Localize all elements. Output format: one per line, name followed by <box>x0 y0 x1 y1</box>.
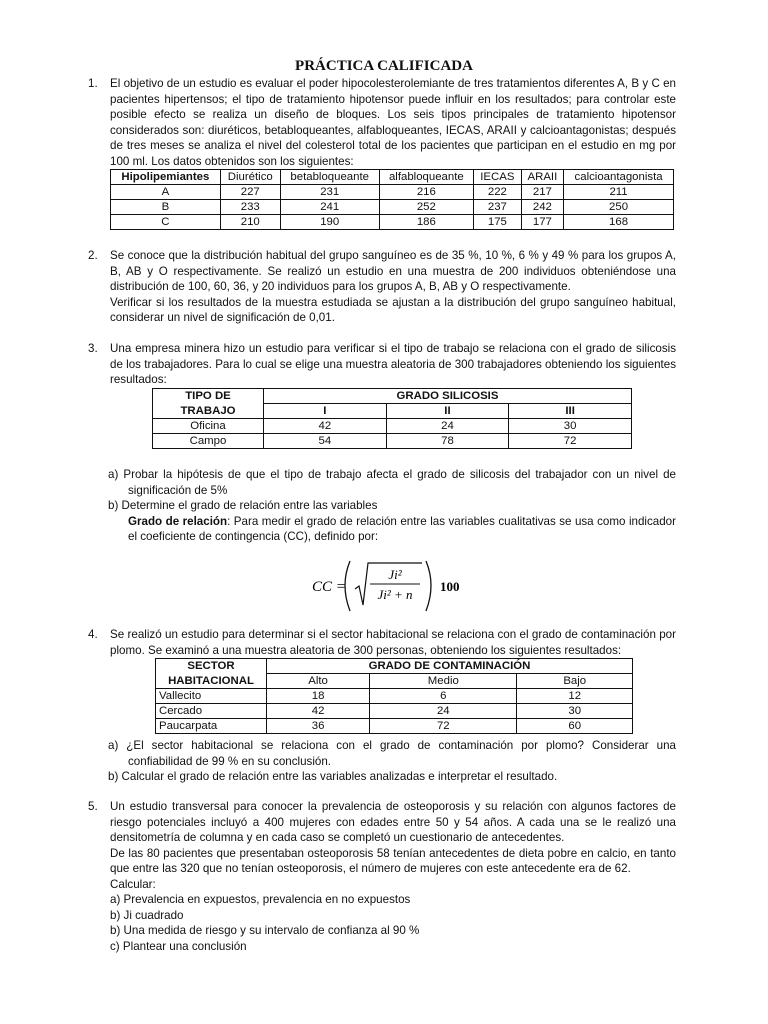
group-header: GRADO DE CONTAMINACIÓN <box>267 659 633 674</box>
table-cell: 242 <box>521 200 563 215</box>
table-cell: 168 <box>564 215 674 230</box>
table-cell: 72 <box>370 719 517 734</box>
table-cell: 241 <box>280 200 379 215</box>
table-cell: 190 <box>280 215 379 230</box>
formula-denominator: Ji² + n <box>377 587 413 602</box>
question-3-subitems <box>108 467 676 545</box>
column-header: Alto <box>267 674 370 689</box>
question-3 <box>90 341 676 388</box>
table-cell: 227 <box>220 185 280 200</box>
question-text: Se realizó un estudio para determinar si el sector habitacional se relaciona con el grado de contaminación por plomo. Se examinó a una muestra aleatoria de 300 personas, obteniendo los siguientes resultados: <box>110 628 676 657</box>
subitem-a: a) ¿El sector habitacional se relaciona con el grado de contaminación por plomo? Considerar una confiabilidad de 99 % en su conclusión. <box>108 739 676 768</box>
table-cell: 72 <box>509 434 632 449</box>
table-cell: 186 <box>379 215 473 230</box>
table-cell: 24 <box>370 704 517 719</box>
table-cell: 222 <box>474 185 522 200</box>
formula-lhs: CC = <box>312 579 346 595</box>
question-1 <box>90 76 676 169</box>
table-cell: 60 <box>517 719 633 734</box>
contingency-formula <box>312 553 462 617</box>
question-data: De las 80 pacientes que presentaban osteoporosis 58 tenían antecedentes de dieta pobre en calcio, en tanto que entre las 320 que no tenían osteoporosis, el número de mujeres con este antecedente era de 62. <box>110 846 676 875</box>
table-cell: 237 <box>474 200 522 215</box>
table-cell: 210 <box>220 215 280 230</box>
table-silicosis <box>152 388 632 449</box>
table-cell: 250 <box>564 200 674 215</box>
table-header: IECAS <box>474 170 522 185</box>
column-header: II <box>386 404 509 419</box>
row-header: SECTOR <box>156 659 267 674</box>
calc-label: Calcular: <box>110 877 156 891</box>
table-header: betabloqueante <box>280 170 379 185</box>
table-cell: Paucarpata <box>156 719 267 734</box>
table-cell: 42 <box>264 419 387 434</box>
question-4-subitems <box>108 738 676 785</box>
column-header: Bajo <box>517 674 633 689</box>
formula-multiplier: 100 <box>440 579 460 594</box>
table-row <box>111 200 674 215</box>
row-header: HABITACIONAL <box>156 674 267 689</box>
table-cell: 30 <box>509 419 632 434</box>
right-paren <box>426 561 431 611</box>
question-5 <box>90 799 676 954</box>
question-number: 2. <box>88 249 98 262</box>
table-cell: 252 <box>379 200 473 215</box>
row-header: TRABAJO <box>153 404 264 419</box>
question-4 <box>90 627 676 658</box>
table-cell: C <box>111 215 221 230</box>
table-cell: 233 <box>220 200 280 215</box>
definition-text: : Para medir el grado de relación entre las variables cualitativas se usa como indicador el coeficiente de contingencia (CC), definido por: <box>128 514 676 543</box>
question-text: Un estudio transversal para conocer la prevalencia de osteoporosis y su relación con algunos factores de riesgo potenciales incluyó a 400 mujeres con edades entre 50 y 54 años. A cada una se le realizó una densitometría de columna y en cada caso se completó un cuestionario de antecedentes. <box>110 800 676 844</box>
table-row <box>156 689 633 704</box>
table-cell: 18 <box>267 689 370 704</box>
table-cell: 6 <box>370 689 517 704</box>
formula-numerator: Ji² <box>388 567 402 582</box>
table-row <box>111 215 674 230</box>
definition-label: Grado de relación <box>128 514 228 528</box>
table-cell: Campo <box>153 434 264 449</box>
table-header: Diurético <box>220 170 280 185</box>
question-number: 5. <box>88 800 98 813</box>
list-item: b) Ji cuadrado <box>110 908 184 922</box>
column-header: III <box>509 404 632 419</box>
subitem-a: a) Probar la hipótesis de que el tipo de trabajo afecta el grado de silicosis del trabajador con un nivel de significación de 5% <box>108 468 676 497</box>
table-cell: 42 <box>267 704 370 719</box>
table-hipolipemiantes <box>110 169 674 230</box>
page-title: PRÁCTICA CALIFICADA <box>295 58 473 74</box>
table-cell: Cercado <box>156 704 267 719</box>
table-cell: B <box>111 200 221 215</box>
table-cell: 216 <box>379 185 473 200</box>
table-cell: A <box>111 185 221 200</box>
question-number: 3. <box>88 342 98 355</box>
table-cell: 24 <box>386 419 509 434</box>
subitem-b: b) Calcular el grado de relación entre las variables analizadas e interpretar el resultado. <box>108 770 558 783</box>
question-text: Se conoce que la distribución habitual del grupo sanguíneo es de 35 %, 10 %, 6 % y 49 % para los grupos A, B, AB y O respectivamente. Se realizó un estudio en una muestra de 200 individuos obteniéndose una distribución de 100, 60, 36, y 20 individuos para los grupos A, B, AB y O respectivamente. <box>110 249 676 293</box>
table-header: Hipolipemiantes <box>111 170 221 185</box>
question-text: El objetivo de un estudio es evaluar el poder hipocolesterolemiante de tres tratamientos diferentes A, B y C en pacientes hipertensos; el tipo de tratamiento hipotensor puede influir en los resultados; para controlar este posible efecto se realiza un diseño de bloques. Los seis tipos principales de tratamiento hipotensor considerados son: diuréticos, betabloqueantes, alfabloqueantes, IECAS, ARAII y calcioantagonistas; después de tres meses se analiza el nivel del colesterol total de los pacientes que participan en el estudio en mg por 100 ml. Los datos obtenidos son los siguientes: <box>110 77 676 168</box>
question-text: Una empresa minera hizo un estudio para verificar si el tipo de trabajo se relaciona con el grado de silicosis de los trabajadores. Para lo cual se elige una muestra aleatoria de 300 trabajadores obteniendo los siguientes resultados: <box>110 342 676 386</box>
row-header: TIPO DE <box>153 389 264 404</box>
table-row <box>153 419 632 434</box>
definition <box>108 514 676 545</box>
table-cell: Oficina <box>153 419 264 434</box>
table-cell: 54 <box>264 434 387 449</box>
list-item: c) Plantear una conclusión <box>110 939 247 953</box>
list-item: a) Prevalencia en expuestos, prevalencia en no expuestos <box>110 893 411 906</box>
table-header: alfabloqueante <box>379 170 473 185</box>
column-header: I <box>264 404 387 419</box>
table-cell: 217 <box>521 185 563 200</box>
table-cell: 30 <box>517 704 633 719</box>
table-row <box>156 719 633 734</box>
table-cell: 78 <box>386 434 509 449</box>
table-header: calcioantagonista <box>564 170 674 185</box>
question-number: 4. <box>88 628 98 641</box>
column-header: Medio <box>370 674 517 689</box>
group-header: GRADO SILICOSIS <box>264 389 632 404</box>
table-cell: 175 <box>474 215 522 230</box>
table-cell: 177 <box>521 215 563 230</box>
table-cell: Vallecito <box>156 689 267 704</box>
table-contaminacion <box>155 658 633 734</box>
question-number: 1. <box>88 77 98 90</box>
question-2 <box>90 248 676 326</box>
table-row <box>153 434 632 449</box>
question-instruction: Verificar si los resultados de la muestra estudiada se ajustan a la distribución del grupo sanguíneo habitual, considerar un nivel de significación de 0,01. <box>110 295 676 324</box>
table-cell: 36 <box>267 719 370 734</box>
list-item: b) Una medida de riesgo y su intervalo de confianza al 90 % <box>110 924 420 937</box>
table-cell: 211 <box>564 185 674 200</box>
table-cell: 12 <box>517 689 633 704</box>
table-row <box>111 185 674 200</box>
subitem-b: b) Determine el grado de relación entre las variables <box>108 499 378 512</box>
table-row <box>156 704 633 719</box>
table-header: ARAII <box>521 170 563 185</box>
table-cell: 231 <box>280 185 379 200</box>
